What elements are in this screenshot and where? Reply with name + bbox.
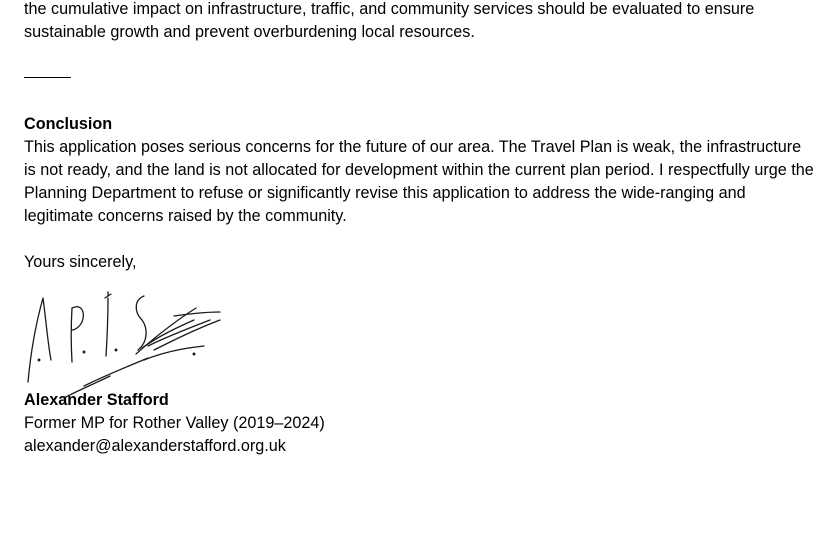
signatory-email: alexander@alexanderstafford.org.uk [24, 437, 286, 455]
intro-paragraph: the cumulative impact on infrastructure, traffic, and community services should be evaluated to ensure sustainable growth and prevent overburdening local resources. [24, 0, 755, 41]
handwritten-signature [24, 290, 234, 400]
section-divider [24, 77, 71, 78]
signatory-name: Alexander Stafford [24, 391, 169, 409]
signature-block [24, 389, 325, 458]
closing-salutation: Yours sincerely, [24, 253, 137, 271]
conclusion-heading: Conclusion [24, 115, 113, 133]
signature-strokes [28, 292, 220, 398]
conclusion-paragraph: This application poses serious concerns for the future of our area. The Travel Plan is weak, the infrastructure is not ready, and the land is not allocated for development within the current plan period. I respectfully urge the Planning Department to refuse or significantly revise this application to address the wide-ranging and legitimate concerns raised by the community. [24, 138, 814, 225]
signatory-title: Former MP for Rother Valley (2019–2024) [24, 414, 325, 432]
